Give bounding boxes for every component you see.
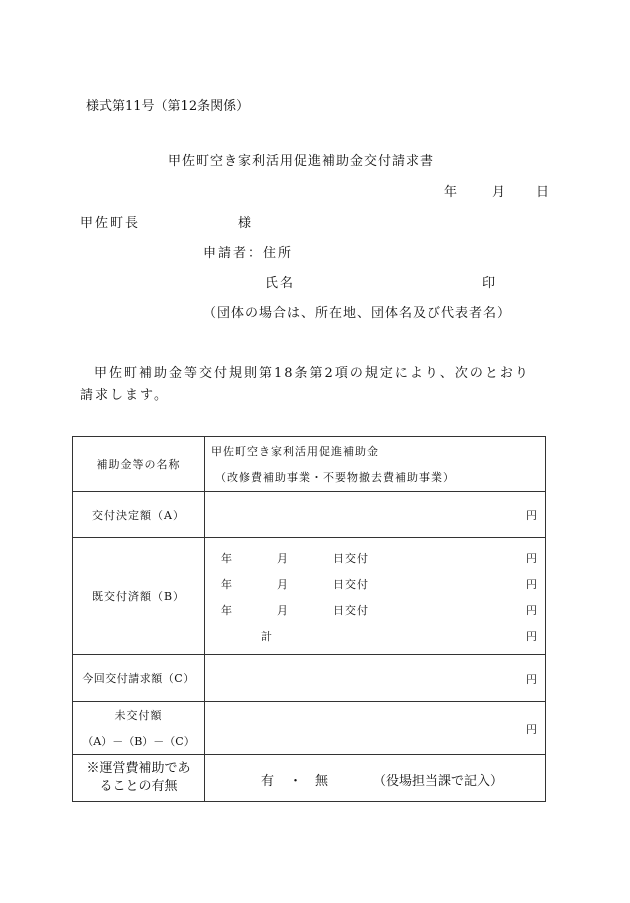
unpaid-amount-field[interactable] — [205, 702, 546, 755]
date-year: 年 — [444, 185, 458, 200]
table-row-decided-amount — [73, 492, 546, 538]
subsidy-name-label: 補助金等の名称 — [73, 437, 205, 492]
paid-entry-2-unit: 円 — [526, 578, 537, 591]
subsidy-name-value — [205, 437, 546, 492]
date-month: 月 — [492, 185, 506, 200]
body-text-line1: 甲佐町補助金等交付規則第18条第2項の規定により、次のとおり — [94, 366, 530, 381]
paid-amount-field[interactable] — [205, 538, 546, 655]
table-row-operating-subsidy — [73, 755, 546, 802]
document-title: 甲佐町空き家利活用促進補助金交付請求書 — [168, 154, 435, 169]
seal-mark: 印 — [482, 276, 496, 291]
operating-subsidy-field — [205, 755, 546, 802]
unpaid-amount-unit: 円 — [526, 723, 537, 736]
form-number: 様式第11号（第12条関係） — [86, 99, 250, 114]
paid-total-unit: 円 — [526, 630, 537, 643]
subsidy-name-line1: 甲佐町空き家利活用促進補助金 — [211, 445, 379, 458]
paid-entry-3-month: 月 — [277, 604, 289, 617]
honorific: 様 — [238, 216, 252, 231]
decided-amount-field[interactable] — [205, 492, 546, 538]
date-day: 日 — [536, 185, 550, 200]
unpaid-amount-label — [73, 702, 205, 755]
table-row-current-claim — [73, 655, 546, 702]
operating-subsidy-label — [73, 755, 205, 802]
paid-entry-3-year: 年 — [221, 604, 233, 617]
table-row-paid-amount — [73, 538, 546, 655]
paid-amount-label: 既交付済額（B） — [73, 538, 205, 655]
current-claim-label: 今回交付請求額（C） — [73, 655, 205, 702]
operating-subsidy-label-line2: ることの有無 — [99, 779, 178, 794]
option-no[interactable]: 無 — [315, 774, 329, 789]
unpaid-amount-label-line2: （A）－（B）－（C） — [82, 735, 195, 748]
applicant-name-label: 氏名 — [265, 276, 296, 291]
operating-subsidy-label-line1: ※運営費補助であ — [86, 761, 191, 776]
applicant-address-label: 申請者：住所 — [203, 246, 294, 261]
table-row-unpaid-amount — [73, 702, 546, 755]
decided-amount-label: 交付決定額（A） — [73, 492, 205, 538]
paid-entry-2-day: 日交付 — [333, 578, 369, 591]
paid-entry-1-day: 日交付 — [333, 552, 369, 565]
subsidy-name-line2: （改修費補助事業・不要物撤去費補助事業） — [215, 471, 455, 484]
paid-entry-3-day: 日交付 — [333, 604, 369, 617]
current-claim-unit: 円 — [526, 673, 537, 686]
unpaid-amount-label-line1: 未交付額 — [114, 709, 163, 722]
paid-entry-2-year: 年 — [221, 578, 233, 591]
paid-total-label: 計 — [261, 630, 273, 643]
paid-entry-3-unit: 円 — [526, 604, 537, 617]
decided-amount-unit: 円 — [526, 509, 537, 522]
table-row-subsidy-name — [73, 437, 546, 492]
paid-entry-2-month: 月 — [277, 578, 289, 591]
office-note: （役場担当課で記入） — [373, 774, 504, 789]
group-note: （団体の場合は、所在地、団体名及び代表者名） — [203, 306, 512, 321]
paid-entry-1-unit: 円 — [526, 552, 537, 565]
claim-table — [72, 436, 546, 802]
paid-entry-1-month: 月 — [277, 552, 289, 565]
option-separator: ・ — [289, 774, 303, 789]
addressee: 甲佐町長 — [80, 216, 141, 231]
paid-entry-1-year: 年 — [221, 552, 233, 565]
body-text-line2: 請求します。 — [80, 388, 169, 403]
option-yes[interactable]: 有 — [261, 774, 275, 789]
current-claim-field[interactable] — [205, 655, 546, 702]
